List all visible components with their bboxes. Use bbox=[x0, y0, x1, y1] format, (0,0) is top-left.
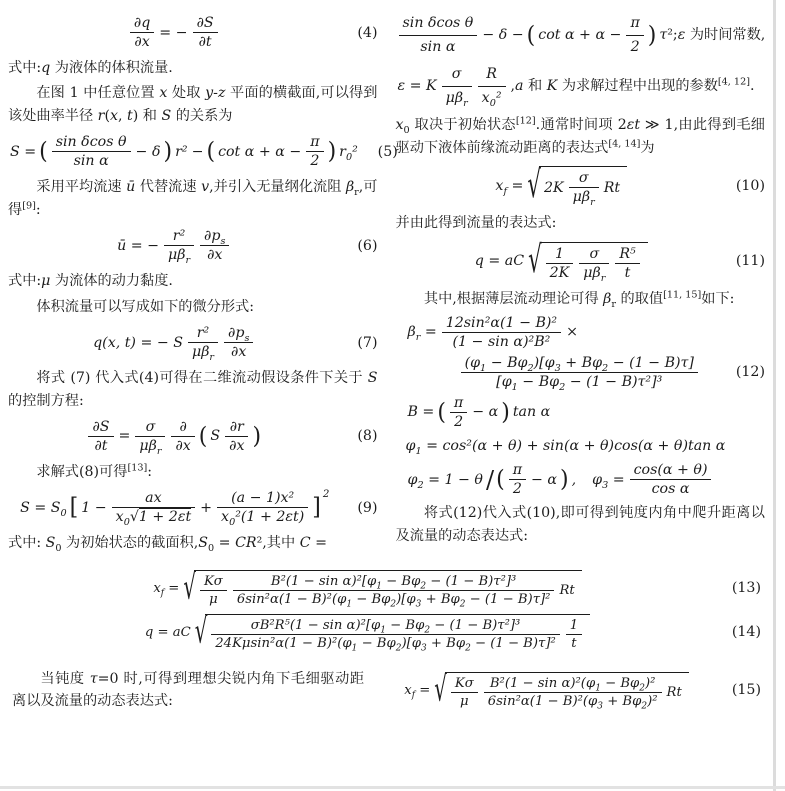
equation-4 bbox=[8, 15, 378, 50]
math-token bbox=[112, 508, 195, 529]
math-token: cot α + α − bbox=[218, 143, 302, 160]
equation-number: (9) bbox=[357, 499, 378, 516]
equation-12-line-5-body bbox=[406, 462, 766, 497]
math-token: = bbox=[118, 428, 131, 445]
math-token: ∂t bbox=[198, 34, 212, 50]
math-token: $\varphi_2 = 1 - \theta$ bbox=[407, 471, 483, 491]
radical-icon: √ bbox=[194, 611, 208, 652]
equation-number: (5) bbox=[377, 143, 398, 160]
math-token: μ bbox=[209, 591, 218, 607]
math-token: (a − 1)x² bbox=[217, 490, 308, 508]
paren: ) bbox=[252, 422, 262, 450]
fraction bbox=[630, 462, 712, 497]
math-token: μ bbox=[460, 693, 469, 709]
paragraph-where-mu: 式中:μ 为流体的动力黏度. bbox=[8, 273, 173, 290]
paragraph-substitute-7-into-4: 将式 (7) 代入式(4)可得在二维流动假设条件下关于 S 的控制方程: bbox=[8, 370, 378, 409]
math-token: r² bbox=[175, 143, 188, 160]
math-token: π bbox=[509, 462, 526, 480]
math-token: ∂S bbox=[88, 419, 113, 437]
equation-number: (4) bbox=[357, 24, 378, 41]
math-token: + bbox=[200, 499, 213, 516]
math-token: ∂t bbox=[94, 437, 108, 454]
full-width-section bbox=[8, 567, 765, 716]
math-token: 1 bbox=[546, 246, 574, 264]
math-token: $24K\mu\sin^2\alpha(1 - B)^2(\varphi_1 - B\varphi_2)[\varphi_3 + B\varphi_2 - (1 - B)\tau]^2$ bbox=[215, 635, 556, 654]
math-token: ∂S bbox=[193, 15, 218, 33]
math-token: $B^2(1 - \sin \alpha)^2[\varphi_1 - B\varphi_2 - (1 - B)\tau^2]^3$ bbox=[233, 574, 555, 591]
paren: ) bbox=[163, 138, 173, 166]
math-token: − δ bbox=[135, 143, 161, 160]
math-token: 12sin²α(1 − B)² bbox=[442, 315, 561, 333]
math-token: t bbox=[624, 264, 631, 281]
fraction bbox=[569, 170, 599, 208]
equation-12-line-3 bbox=[406, 395, 766, 430]
fraction bbox=[399, 13, 478, 59]
math-token: B = bbox=[407, 404, 435, 421]
fraction bbox=[546, 246, 574, 281]
fraction bbox=[164, 228, 194, 267]
math-token: $x_f$ = bbox=[495, 177, 524, 197]
math-token: cos α bbox=[651, 481, 690, 498]
math-token: $r_0^2$ bbox=[339, 143, 358, 163]
equation-7 bbox=[8, 325, 378, 363]
bracket: [ bbox=[69, 494, 79, 522]
paragraph-thin-layer-theory: 其中,根据薄层流动理论可得 $\beta_r$ 的取值[11, 15]如下: bbox=[423, 288, 735, 310]
radical-icon: √ bbox=[183, 567, 196, 608]
math-token: sin δcos θ bbox=[399, 13, 478, 36]
math-token: $x_0^2$ bbox=[481, 89, 502, 109]
square-root bbox=[528, 238, 648, 284]
equation-5-body bbox=[8, 134, 360, 169]
math-token: $\beta_r$ = bbox=[407, 324, 437, 344]
math-token: $\mu\beta_r$ bbox=[191, 344, 215, 363]
equation-4-body bbox=[8, 15, 340, 50]
math-token: $B^2(1 - \sin \alpha)^2(\varphi_1 - B\varphi_2)^2$ bbox=[484, 676, 662, 693]
math-token: $S = S_0$ bbox=[20, 499, 67, 519]
math-token: R bbox=[478, 64, 506, 87]
fraction bbox=[579, 245, 609, 284]
fraction bbox=[478, 64, 506, 110]
equation-number: (8) bbox=[357, 428, 378, 445]
math-token: 2K bbox=[544, 179, 564, 196]
math-token: σ bbox=[135, 419, 165, 437]
math-token: ∂ bbox=[171, 419, 194, 437]
fraction bbox=[224, 325, 253, 360]
math-token: Rt bbox=[666, 684, 682, 700]
equation-number: (13) bbox=[731, 580, 761, 597]
equation-8-body bbox=[8, 418, 340, 457]
math-token: ax bbox=[112, 490, 195, 508]
math-token: S = bbox=[10, 143, 37, 160]
equation-number: (11) bbox=[735, 253, 765, 269]
slash: / bbox=[485, 465, 495, 494]
continuation-line-1 bbox=[396, 13, 766, 59]
page-edge-bottom bbox=[0, 786, 785, 789]
bracket: ] bbox=[312, 494, 321, 522]
math-token: Rt bbox=[603, 179, 621, 196]
square-root bbox=[434, 669, 688, 712]
math-token: Kσ bbox=[451, 676, 478, 693]
math-token: σ bbox=[442, 64, 472, 87]
fraction bbox=[233, 573, 555, 610]
paragraph-differential-form: 体积流量可以写成如下的微分形式: bbox=[36, 298, 254, 315]
paragraph-solve-8: 求解式(8)可得[13]: bbox=[36, 462, 153, 480]
math-token: sin δcos θ bbox=[52, 134, 131, 152]
radical-icon: √ bbox=[434, 669, 447, 710]
math-token: ∂x bbox=[229, 437, 245, 454]
math-token: tan α bbox=[512, 404, 551, 421]
math-token: 2 bbox=[512, 481, 522, 498]
equation-15 bbox=[370, 669, 761, 712]
math-token: sin α bbox=[420, 39, 456, 56]
math-token: σ bbox=[579, 246, 609, 264]
math-token: σ bbox=[569, 170, 599, 188]
fraction bbox=[442, 64, 472, 110]
math-token: $6\sin^2\alpha(1 - B)^2(\varphi_1 - B\varphi_2)[\varphi_3 + B\varphi_2 - (1 - B)\tau]^2$ bbox=[236, 591, 551, 610]
radical-icon: √ bbox=[129, 509, 139, 526]
equation-12-line-1-body bbox=[406, 315, 766, 350]
equation-number: (6) bbox=[357, 237, 378, 254]
equation-8 bbox=[8, 418, 378, 457]
math-token: ∂x bbox=[207, 247, 223, 264]
math-token: 1 bbox=[566, 618, 582, 635]
fraction bbox=[188, 325, 218, 363]
fraction bbox=[615, 246, 639, 281]
radical-icon: √ bbox=[528, 238, 542, 283]
fraction bbox=[130, 15, 154, 50]
paren: ( bbox=[526, 22, 536, 50]
math-token: ∂q bbox=[130, 15, 154, 33]
equation-6-body bbox=[8, 228, 340, 267]
math-token: 2 bbox=[310, 153, 320, 170]
fraction bbox=[200, 228, 229, 263]
math-token: 1 + 2εt bbox=[138, 509, 192, 526]
math-token: − δ − bbox=[482, 27, 524, 44]
fraction bbox=[135, 418, 165, 457]
equation-12-line-2 bbox=[406, 354, 766, 393]
math-token: − α bbox=[472, 404, 499, 421]
inline-text: τ²;ε 为时间常数, bbox=[659, 27, 766, 44]
equation-12-line-3-body bbox=[406, 395, 766, 430]
equation-12-line-4: $\varphi_1 = \cos^2(\alpha + \theta) + \sin(\alpha + \theta)\cos(\alpha + \theta)\tan$ α bbox=[405, 437, 726, 457]
math-token: sin α bbox=[73, 153, 109, 170]
math-token: ∂x bbox=[134, 34, 150, 50]
math-exponent: 2 bbox=[322, 489, 330, 501]
fraction bbox=[52, 134, 131, 169]
equation-13-body bbox=[12, 567, 723, 610]
inline-text: ,a 和 K 为求解过程中出现的参数[4, 12]. bbox=[510, 76, 755, 94]
math-token: Rt bbox=[559, 582, 575, 598]
math-token: q = aC bbox=[474, 253, 525, 269]
equation-9-body bbox=[8, 489, 340, 529]
math-token: $\sigma B^2R^5(1 - \sin \alpha)^2[\varphi_1 - B\varphi_2 - (1 - B)\tau^2]^3$ bbox=[211, 618, 559, 635]
fraction bbox=[225, 419, 248, 454]
math-token: $\mu\beta_r$ bbox=[139, 437, 162, 457]
math-token: 2 bbox=[454, 413, 464, 430]
fraction bbox=[112, 490, 195, 529]
equation-number: (14) bbox=[731, 624, 761, 641]
continuation-line-2 bbox=[396, 64, 766, 110]
equation-15-body bbox=[370, 669, 723, 712]
fraction bbox=[200, 574, 227, 607]
math-token: ū = − bbox=[117, 237, 159, 254]
paragraph-mean-velocity: 采用平均流速 ū 代替流速 v,并引入无量纲化流阻 $\beta_r$,可得[9]: bbox=[8, 179, 378, 218]
square-root bbox=[194, 611, 590, 654]
bottom-row bbox=[12, 665, 761, 716]
equation-number: (7) bbox=[357, 334, 378, 351]
equation-13 bbox=[12, 567, 761, 610]
equation-14 bbox=[12, 611, 761, 654]
fraction bbox=[461, 354, 698, 393]
equation-7-body bbox=[8, 325, 340, 363]
equation-14-body bbox=[12, 611, 723, 654]
paren: ) bbox=[647, 22, 657, 50]
paren: ) bbox=[501, 398, 510, 426]
math-token: 2 bbox=[630, 39, 640, 56]
math-token: $[\varphi_1 - B\varphi_2 - (1 - B)\tau^2]^3$ bbox=[496, 373, 663, 393]
radical-icon: √ bbox=[527, 163, 541, 208]
math-token: = − bbox=[159, 24, 188, 41]
math-token: ∂r bbox=[225, 419, 248, 437]
equation-11-body bbox=[396, 238, 728, 284]
math-token: π bbox=[626, 13, 643, 36]
fraction bbox=[484, 675, 662, 712]
math-token: S bbox=[210, 428, 221, 445]
equation-5 bbox=[8, 134, 398, 170]
fraction bbox=[566, 618, 582, 651]
page-edge-right bbox=[773, 0, 776, 791]
paren: ( bbox=[496, 466, 505, 494]
fraction bbox=[626, 13, 643, 59]
column-right bbox=[396, 8, 766, 558]
math-token: ∂x bbox=[175, 437, 191, 454]
math-token: $x_f$ = bbox=[404, 682, 431, 701]
math-token: 1 − bbox=[81, 499, 107, 516]
column-left bbox=[8, 8, 398, 558]
paren: ( bbox=[437, 398, 446, 426]
math-token: $\partial p_s$ bbox=[224, 325, 253, 343]
paragraph-where-q: 式中:q 为液体的体积流量. bbox=[8, 60, 173, 76]
fraction bbox=[217, 490, 308, 529]
math-token: cot α + α − bbox=[538, 27, 622, 44]
paren: ( bbox=[206, 138, 216, 166]
math-token: r² bbox=[188, 325, 218, 343]
math-token: $\partial p_s$ bbox=[200, 228, 229, 246]
math-token: $\mu\beta_r$ bbox=[572, 189, 595, 208]
paren: ( bbox=[198, 422, 208, 450]
math-token: $\varphi_3$ = bbox=[592, 471, 625, 491]
equation-12-line-5 bbox=[406, 462, 766, 497]
math-token: ε = K bbox=[397, 77, 437, 94]
equation-9 bbox=[8, 489, 378, 529]
paragraph-where-s0: 式中: $S_0$ 为初始状态的截面积$,S_0 = CR^2$,其中 C = bbox=[8, 535, 327, 555]
math-token: $6\sin^2\alpha(1 - B)^2(\varphi_3 + B\varphi_2)^2$ bbox=[487, 693, 658, 712]
fraction bbox=[509, 462, 526, 497]
math-token: − α bbox=[531, 471, 558, 488]
fraction bbox=[211, 617, 559, 654]
fraction bbox=[306, 134, 323, 169]
math-token: t bbox=[571, 635, 577, 651]
fraction bbox=[88, 419, 113, 454]
math-token: − bbox=[191, 143, 204, 160]
paragraph-substitute-12-into-10: 将式(12)代入式(10),即可得到钝度内角中爬升距离以及流量的动态表达式: bbox=[395, 505, 765, 544]
equation-11 bbox=[396, 238, 766, 284]
math-token: R⁵ bbox=[615, 246, 639, 264]
math-token: ∂x bbox=[231, 344, 247, 361]
fraction bbox=[450, 395, 467, 430]
math-token: 2K bbox=[549, 264, 570, 281]
equation-12-block bbox=[406, 315, 766, 497]
fraction bbox=[193, 15, 218, 50]
math-token: $x_0$ bbox=[115, 509, 130, 529]
math-token: $x_0^2(1 + 2\varepsilon t)$ bbox=[221, 509, 305, 529]
equation-6 bbox=[8, 228, 378, 267]
continuation-line-1-math bbox=[396, 13, 768, 59]
paragraph-cross-section: 在图 1 中任意位置 x 处取 y-z 平面的横截面,可以得到该处曲率半径 r(x, t) 和 S 的关系为 bbox=[8, 85, 378, 124]
fraction bbox=[442, 315, 561, 350]
math-token: $\mu\beta_r$ bbox=[583, 264, 606, 284]
math-token: π bbox=[306, 134, 323, 152]
paragraph-flow-rate-expression: 并由此得到流量的表达式: bbox=[395, 215, 557, 232]
math-token: $x_f$ = bbox=[153, 580, 180, 599]
math-token: q = aC bbox=[144, 624, 191, 640]
paragraph-x0-initial-state: $x_0$ 取决于初始状态[12].通常时间项 2εt ≫ 1,由此得到毛细驱动下液体前缘流动距离的表达式[4, 14]为 bbox=[395, 115, 765, 156]
two-column-layout bbox=[8, 8, 765, 558]
paren: ) bbox=[560, 466, 569, 494]
math-token: Kσ bbox=[200, 574, 227, 591]
square-root bbox=[183, 567, 581, 610]
continuation-line-2-math bbox=[396, 64, 757, 110]
equation-12-line-1 bbox=[406, 315, 766, 350]
math-token: q(x, t) = − S bbox=[93, 334, 183, 351]
paren: ( bbox=[39, 138, 48, 166]
math-token: $\mu\beta_r$ bbox=[445, 89, 468, 109]
math-token: (1 − sin α)²B² bbox=[452, 333, 551, 350]
math-token: $\mu\beta_r$ bbox=[168, 247, 191, 267]
math-token: , bbox=[571, 471, 577, 488]
fraction bbox=[171, 419, 194, 454]
paragraph-tau-zero: 当钝度 τ=0 时,可得到理想尖锐内角下毛细驱动距离以及流量的动态表达式: bbox=[12, 670, 365, 710]
math-token: π bbox=[450, 395, 467, 413]
square-root bbox=[527, 163, 627, 208]
fraction bbox=[451, 676, 478, 709]
math-token: $(\varphi_1 - B\varphi_2)[\varphi_3 + B\varphi_2 - (1 - B)\tau]$ bbox=[461, 355, 698, 373]
equation-number: (15) bbox=[731, 682, 761, 699]
equation-10-body bbox=[396, 163, 728, 208]
math-token: r² bbox=[164, 228, 194, 246]
equation-number: (10) bbox=[735, 177, 765, 194]
equation-10 bbox=[396, 163, 766, 208]
math-token: cos(α + θ) bbox=[630, 462, 712, 480]
times-sign: × bbox=[566, 324, 579, 341]
equation-number: (12) bbox=[735, 364, 765, 381]
equation-12-line-2-body bbox=[406, 354, 728, 393]
paren: ) bbox=[327, 138, 337, 166]
